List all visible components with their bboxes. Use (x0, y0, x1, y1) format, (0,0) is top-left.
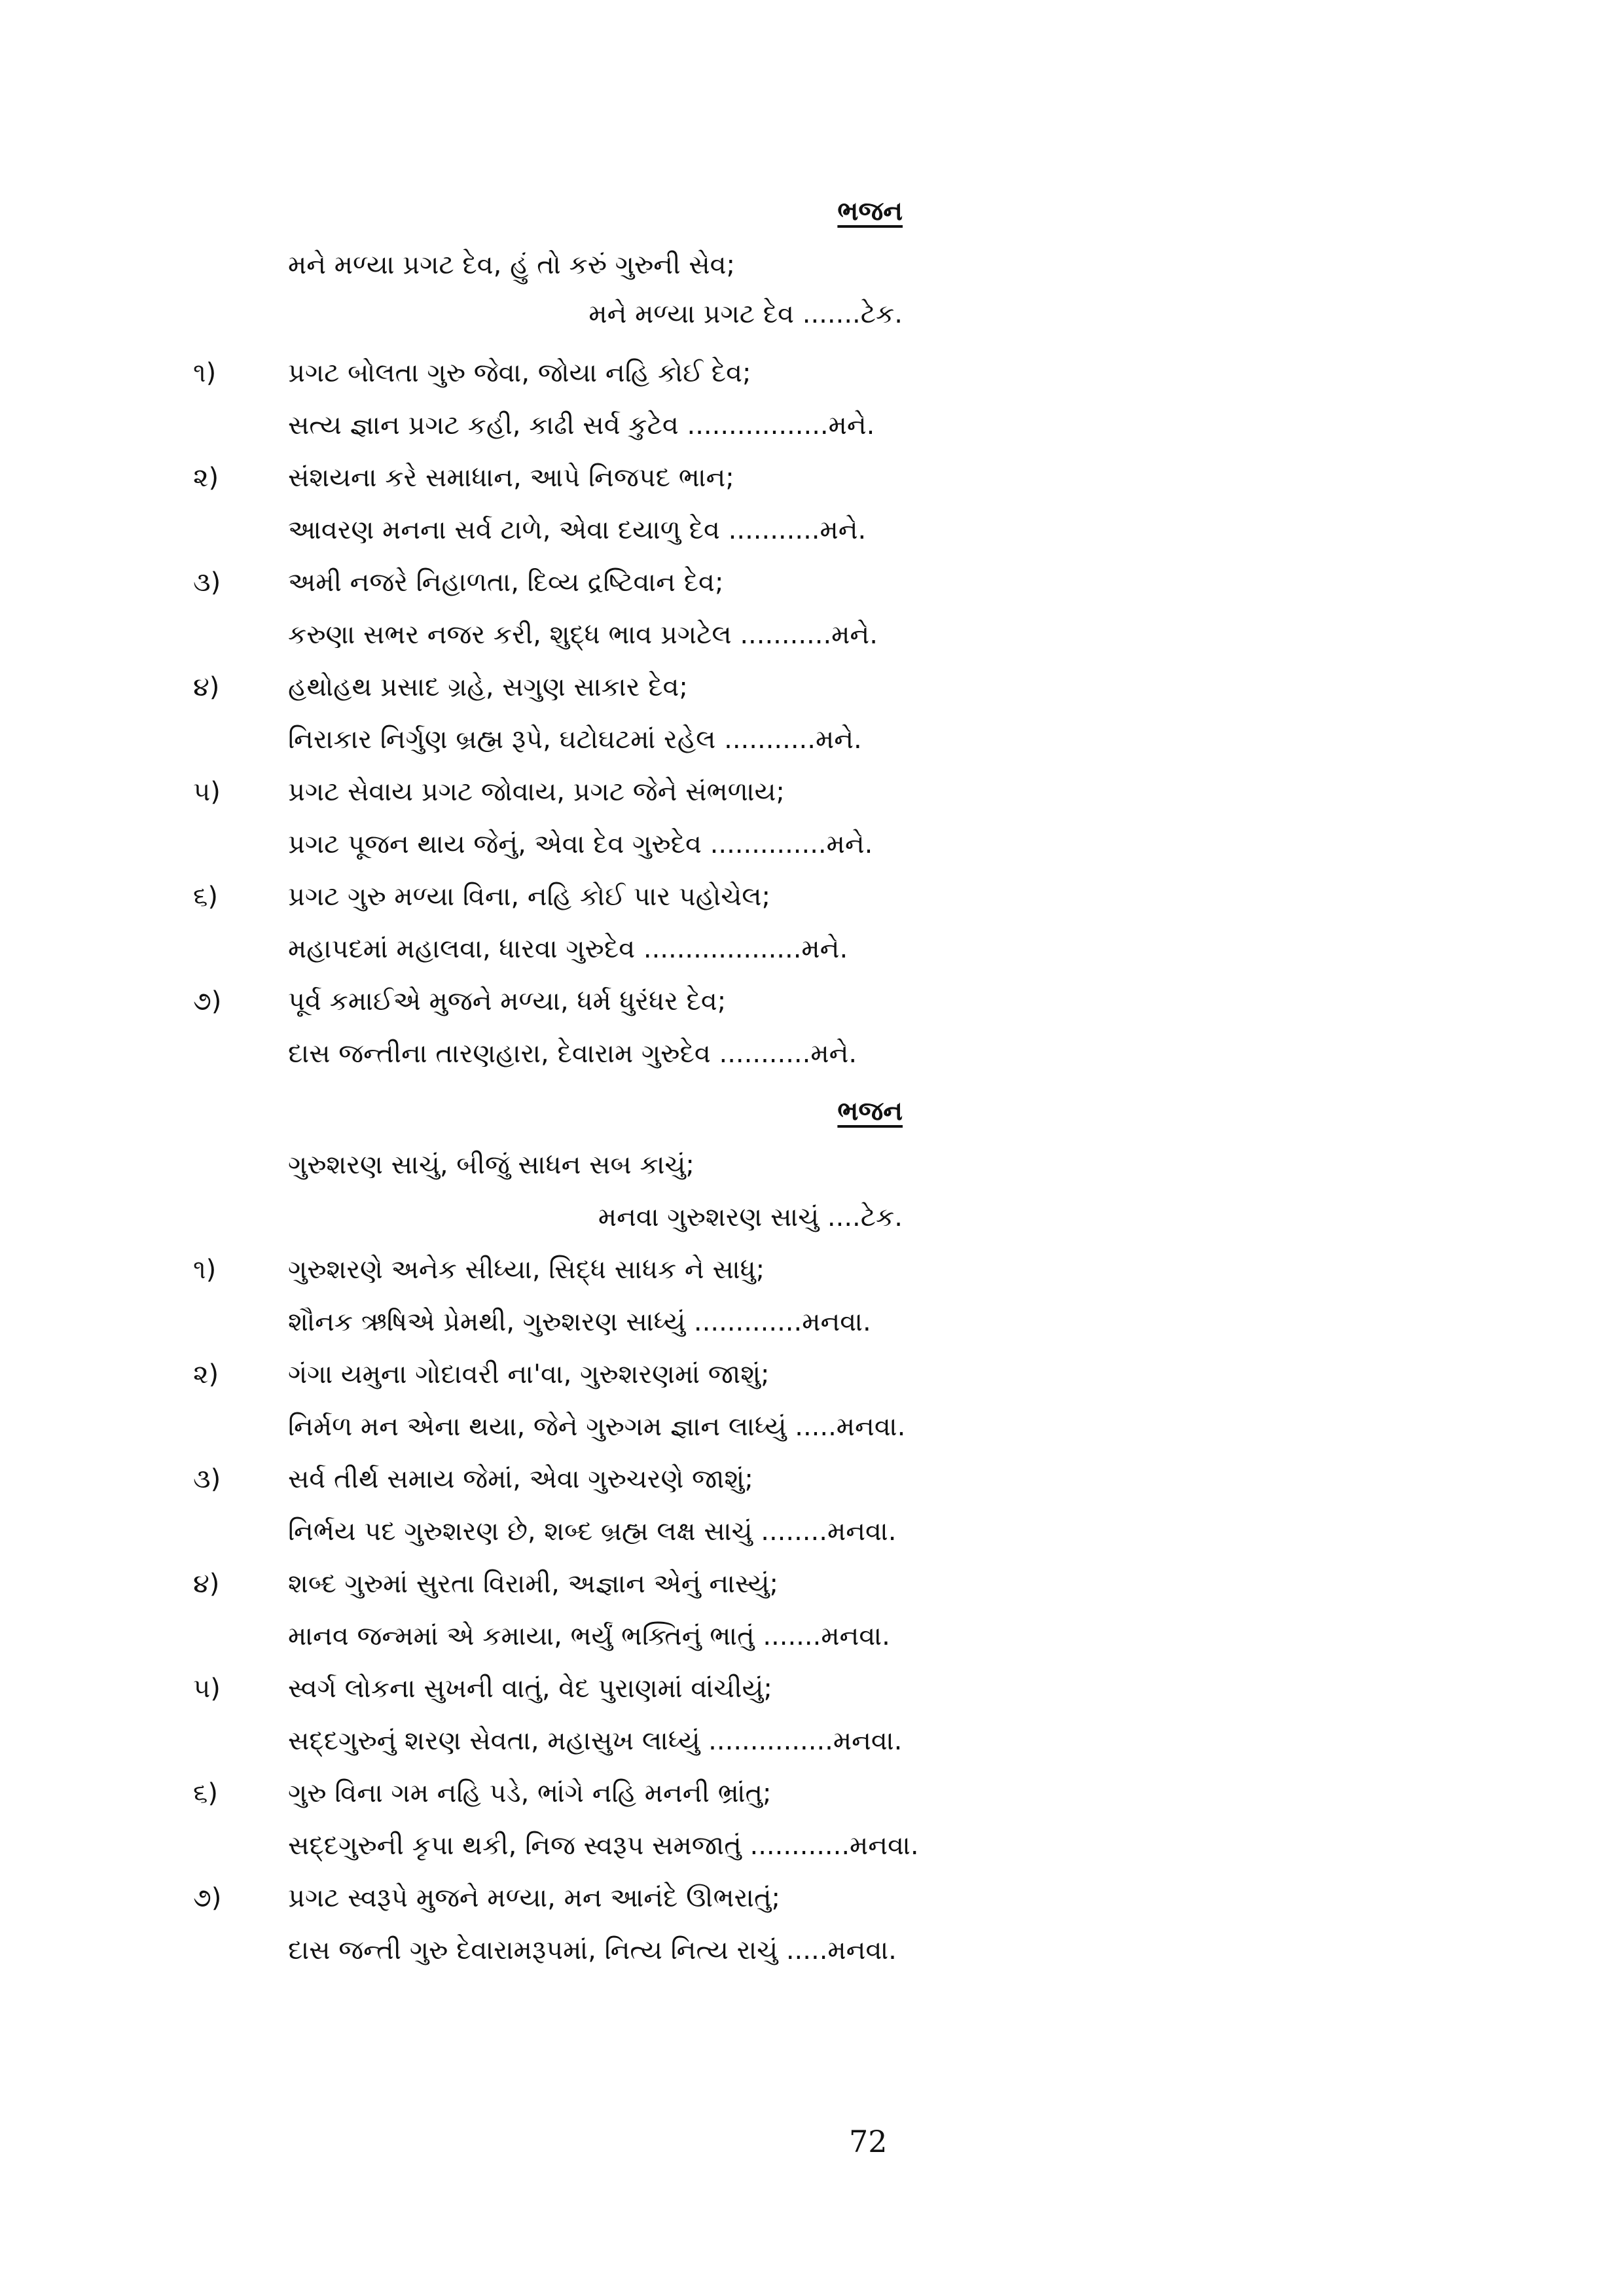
verse-number: ૪) (193, 1569, 220, 1599)
verse-line: દાસ જન્તીના તારણહારા, દેવારામ ગુરુદેવ ...........મને. (288, 1039, 857, 1069)
verse-number: ૬) (193, 1778, 219, 1808)
verse-line: નિર્મળ મન એના થયા, જેને ગુરુગમ જ્ઞાન લાધ્યું .....મનવા. (288, 1412, 906, 1442)
verse-line: શબ્દ ગુરુમાં સુરતા વિરામી, અજ્ઞાન એનું નાસ્યું; (288, 1569, 778, 1599)
verse-line: દાસ જન્તી ગુરુ દેવારામરૂપમાં, નિત્ય નિત્ય રાચું .....મનવા. (288, 1935, 897, 1965)
verse-number: ૩) (193, 1464, 221, 1494)
verse-number: ૧) (193, 1255, 217, 1285)
verse-line: અમી નજરે નિહાળતા, દિવ્ય દ્રષ્ટિવાન દેવ; (288, 567, 724, 598)
verse-number: ૫) (193, 1674, 221, 1704)
verse-line: પ્રગટ ગુરુ મળ્યા વિના, નહિ કોઈ પાર પહોચેલ; (288, 882, 770, 912)
refrain-line: મને મળ્યા પ્રગટ દેવ .......ટેક. (588, 299, 903, 329)
verse-number: ૬) (193, 882, 219, 912)
verse-line: સદ્દગુરુની કૃપા થકી, નિજ સ્વરૂપ સમજાતું ............મનવા. (288, 1831, 919, 1861)
section-heading: ભજન (837, 1096, 903, 1126)
verse-line: કરુણા સભર નજર કરી, શુદ્ધ ભાવ પ્રગટેલ ...........મને. (288, 620, 878, 650)
verse-line: પ્રગટ પૂજન થાય જેનું, એવા દેવ ગુરુદેવ ..............મને. (288, 829, 873, 859)
verse-line: નિર્ભય પદ ગુરુશરણ છે, શબ્દ બ્રહ્મ લક્ષ સાચું ........મનવા. (288, 1516, 897, 1547)
verse-number: ૧) (193, 358, 217, 388)
verse-line: પ્રગટ સ્વરૂપે મુજને મળ્યા, મન આનંદે ઊભરાતું; (288, 1883, 780, 1913)
verse-line: સત્ય જ્ઞાન પ્રગટ કહી, કાઢી સર્વ કુટેવ .................મને. (288, 410, 875, 440)
verse-line: ગુરુ વિના ગમ નહિ પડે, ભાંગે નહિ મનની ભ્રાંતુ; (288, 1778, 772, 1808)
verse-line: સર્વ તીર્થ સમાય જેમાં, એવા ગુરુચરણે જાશું; (288, 1464, 753, 1494)
verse-line: સદ્દગુરુનું શરણ સેવતા, મહાસુખ લાધ્યું ...............મનવા. (288, 1726, 903, 1756)
verse-line: મહાપદમાં મહાલવા, ધારવા ગુરુદેવ ...................મને. (288, 934, 848, 964)
verse-line: માનવ જન્મમાં એ કમાયા, ભર્યું ભક્તિનું ભાતું .......મનવા. (288, 1621, 890, 1651)
verse-line: શૌનક ઋષિએ પ્રેમથી, ગુરુશરણ સાધ્યું .............મનવા. (288, 1307, 871, 1337)
refrain-line: મનવા ગુરુશરણ સાચું ....ટેક. (598, 1202, 903, 1232)
verse-line: ગંગા યમુના ગોદાવરી ના'વા, ગુરુશરણમાં જાશું; (288, 1359, 770, 1390)
verse-line: પ્રગટ સેવાય પ્રગટ જોવાય, પ્રગટ જેને સંભળાય; (288, 777, 785, 807)
verse-number: ૭) (193, 986, 222, 1016)
verse-number: ૩) (193, 567, 221, 598)
opening-line: ગુરુશરણ સાચું, બીજું સાધન સબ કાચું; (288, 1150, 695, 1180)
verse-number: ૨) (193, 1359, 219, 1390)
verse-line: પ્રગટ બોલતા ગુરુ જેવા, જોયા નહિ કોઈ દેવ; (288, 358, 751, 388)
opening-line: મને મળ્યા પ્રગટ દેવ, હું તો કરું ગુરુની સેવ; (288, 250, 736, 280)
verse-line: પૂર્વ કમાઈએ મુજને મળ્યા, ધર્મ ધુરંધર દેવ; (288, 986, 727, 1016)
verse-number: ૨) (193, 463, 219, 493)
verse-line: ગુરુશરણે અનેક સીધ્યા, સિદ્ધ સાધક ને સાધુ; (288, 1255, 765, 1285)
verse-number: ૭) (193, 1883, 222, 1913)
verse-line: આવરણ મનના સર્વ ટાળે, એવા દયાળુ દેવ ...........મને. (288, 515, 867, 545)
section-heading: ભજન (837, 196, 903, 226)
verse-line: નિરાકાર નિર્ગુણ બ્રહ્મ રૂપે, ઘટોઘટમાં રહેલ ...........મને. (288, 725, 862, 755)
verse-number: ૪) (193, 672, 220, 702)
verse-line: સંશયના કરે સમાધાન, આપે નિજપદ ભાન; (288, 463, 734, 493)
verse-line: સ્વર્ગ લોકના સુખની વાતું, વેદ પુરાણમાં વાંચીયું; (288, 1674, 772, 1704)
verse-line: હથોહથ પ્રસાદ ગ્રહે, સગુણ સાકાર દેવ; (288, 672, 688, 702)
verse-number: ૫) (193, 777, 221, 807)
page-number: 72 (849, 2124, 888, 2159)
